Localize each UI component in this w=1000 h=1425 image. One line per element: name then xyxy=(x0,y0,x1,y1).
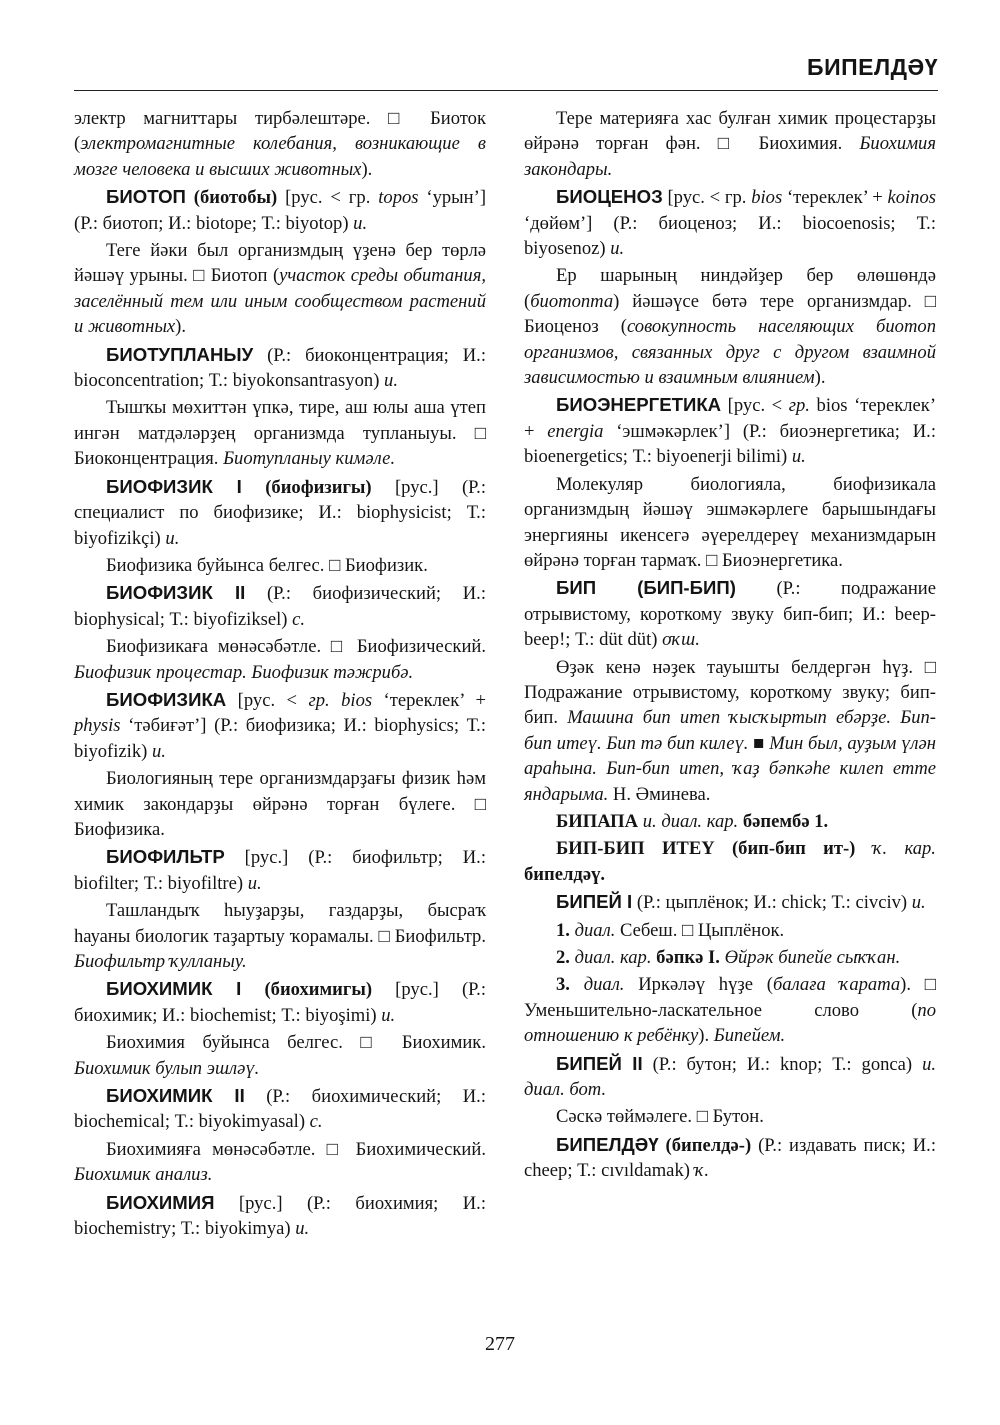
bold-text: 2. xyxy=(556,947,570,968)
headword: БИОТУПЛАНЫУ xyxy=(106,343,254,365)
italic-text: Биофизик процестар. Биофизик тәжрибә. xyxy=(74,661,414,683)
headword: БИПЕЛДӘҮ xyxy=(556,1133,659,1155)
italic-text: и. xyxy=(165,527,180,549)
entry-paragraph xyxy=(524,263,936,390)
italic-text: Биофильтр ҡулланыу. xyxy=(74,951,247,972)
entry-paragraph xyxy=(74,184,486,236)
text-run: (Р.: подражание отрывистому, короткому звуку бип-бип; И.: beep-beep!; Т.: düt düt) xyxy=(524,578,936,651)
text-run: Тышҡы мөхиттән үпкә, тире, аш юлы аша үтеп ингән матдәләрҙең организмда тупланыуы. □ Биоконцентрация. xyxy=(74,397,486,470)
text-run: [рус.] (Р.: биохимия; И.: biochemistry; Т.: biyokimya) xyxy=(74,1192,486,1240)
text-run: [рус.] (Р.: специалист по биофизике; И.: biophysicist; Т.: biyofizikçi) xyxy=(74,476,486,549)
text-run: Биохимия буйынса белгес. □ Биохимик. xyxy=(106,1032,486,1054)
headword: БИОФИЗИК I xyxy=(106,475,242,497)
italic-text: диал. xyxy=(574,919,616,941)
italic-text: energia xyxy=(547,420,604,442)
text-run: ) йәшәүсе бөтә тере организмдар. □ Биоценоз ( xyxy=(524,290,936,338)
entry-paragraph xyxy=(524,889,936,915)
text-run: ‘тереклек’ + xyxy=(372,689,487,711)
headword: БИОТОП xyxy=(106,186,186,208)
headword: БИПЕЙ I xyxy=(556,891,633,913)
entry-paragraph xyxy=(524,1132,936,1184)
text-run: ‘эшмәкәрлек’] (Р.: биоэнергетика; И.: bioenergetics; Т.: biyoenerji bilimi) xyxy=(524,420,936,468)
header-rule xyxy=(74,90,938,91)
italic-text: балаға ҡарата xyxy=(772,974,901,996)
running-head: БИПЕЛДӘҮ xyxy=(807,54,938,80)
entry-paragraph xyxy=(524,836,936,887)
headword: БИП xyxy=(556,577,597,599)
bold-text: (биохимигы) xyxy=(241,979,373,1001)
text-run: (Р.: биохимический; И.: biochemical; Т.: biyokimyasal) xyxy=(74,1086,486,1133)
italic-text: оҡш. xyxy=(662,629,700,651)
text-run: Ташландыҡ һыуҙарҙы, газдарҙы, бысраҡ һауаны биологик таҙартыу ҡорамалы. □ Биофильтр. xyxy=(74,900,486,947)
text-run: (Р.: бутон; И.: knop; Т.: gonca) xyxy=(642,1053,923,1075)
bold-text: (биотобы) xyxy=(185,187,278,209)
bold-text: 1. xyxy=(556,919,570,941)
bold-text: бәпембә 1. xyxy=(742,810,829,832)
italic-text: электромагнитные колебания, возникающие в мозге человека и высших животных xyxy=(74,133,486,180)
text-run: Тере материяға хас булған химик процестарҙы өйрәнә торған фән. □ Биохимия. xyxy=(524,108,936,155)
text-run: [рус. < xyxy=(721,395,789,417)
entry-paragraph xyxy=(524,106,936,182)
text-run: Биофизика буйынса белгес. □ Биофизик. xyxy=(106,554,428,576)
headword: БИОЭНЕРГЕТИКА xyxy=(556,394,722,416)
text-run: Биологияның тере организмдарҙағы физик һәм химик закондарҙы өйрәнә торған бүлеге. □ Биофизика. xyxy=(74,768,486,840)
entry-paragraph xyxy=(524,1104,936,1129)
entry-paragraph xyxy=(524,655,936,807)
left-column xyxy=(74,106,486,1243)
text-run: ‘тереклек’ + xyxy=(782,187,888,209)
text-run: (Р.: цыплёнок; И.: chick; Т.: civciv) xyxy=(632,892,912,914)
text-run: Иркәләү һүҙе ( xyxy=(624,974,773,996)
entry-paragraph xyxy=(74,1083,486,1135)
headword: БИОФИЛЬТР xyxy=(106,846,225,868)
entry-paragraph xyxy=(74,898,486,974)
italic-text: и. диал. кар. xyxy=(642,810,739,832)
text-run: [рус. < гр. xyxy=(662,187,752,209)
text-run: [рус. < xyxy=(226,689,309,711)
entry-paragraph xyxy=(524,1051,936,1103)
entry-paragraph xyxy=(524,184,936,261)
italic-text: и. xyxy=(384,370,398,392)
italic-text: совокупность населяющих биотоп организмов, связанных друг с другом взаимной зависимостью и взаимным влиянием xyxy=(524,316,937,389)
italic-text: Биотупланыу кимәле. xyxy=(223,448,396,470)
entry-paragraph xyxy=(74,238,486,340)
text-run: электр магниттары тирбәлештәре. □ Биоток ( xyxy=(74,108,486,155)
italic-text: с. xyxy=(292,608,306,630)
italic-text: биотопта xyxy=(530,290,614,312)
right-column xyxy=(524,106,936,1186)
italic-text: диал. кар. xyxy=(574,947,652,968)
headword: БИОХИМИК II xyxy=(106,1085,245,1107)
text-run: Теге йәки был организмдың үҙенә бер төрлә йәшәү урыны. □ Биотоп ( xyxy=(74,240,486,287)
bold-text: БИП-БИП ИТЕҮ xyxy=(556,838,715,860)
bold-text: БИПАПА xyxy=(556,810,639,832)
text-run: [рус.] (Р.: биохимик; И.: biochemist; Т.: biyoşimi) xyxy=(74,979,486,1026)
italic-text: диал. xyxy=(583,974,625,996)
italic-text: Мин был, ауҙым үлән араһына. Бип-бип итеп, ҡаҙ бәпкәһе килеп етте яндарыма. xyxy=(524,732,937,805)
text-run: [рус.] (Р.: биофильтр; И.: biofilter; Т.: biyofiltre) xyxy=(74,847,486,894)
italic-text: Бипейем. xyxy=(713,1025,786,1047)
text-run: Биофизикаға мөнәсәбәтле. □ Биофизический. xyxy=(106,636,486,658)
entry-paragraph xyxy=(74,976,486,1028)
entry-paragraph xyxy=(74,634,486,685)
italic-text: и. xyxy=(610,238,625,260)
text-run: Себеш. □ Цыплёнок. xyxy=(615,919,785,941)
headword: БИОЦЕНОЗ xyxy=(556,186,663,208)
italic-text: по отношению к ребёнку xyxy=(524,999,936,1047)
italic-text: и. xyxy=(791,446,806,468)
text-run: ‘урын’] (Р.: биотоп; И.: biotope; Т.: biyotop) xyxy=(74,187,487,234)
text-run: Биохимияға мөнәсәбәтле. □ Биохимический. xyxy=(106,1138,486,1160)
italic-text: ҡ. кар. xyxy=(872,838,936,860)
italic-text: и. xyxy=(381,1004,396,1026)
bold-text: 3. xyxy=(556,974,570,996)
text-run: bios ‘тереклек’ + xyxy=(524,395,937,442)
italic-text: Биохимик анализ. xyxy=(74,1164,213,1186)
headword: БИОФИЗИК II xyxy=(106,582,246,604)
italic-text: с. xyxy=(309,1111,323,1133)
text-run: ■ xyxy=(748,732,770,754)
text-run xyxy=(570,974,584,995)
text-run: ). xyxy=(698,1025,714,1047)
text-run: [рус. < гр. xyxy=(277,187,379,209)
entry-paragraph xyxy=(524,575,936,652)
entry-paragraph xyxy=(74,395,486,471)
text-run: Сәскә төймәлеге. □ Бутон. xyxy=(556,1106,764,1128)
italic-text: bios xyxy=(751,187,783,209)
text-run xyxy=(855,838,872,859)
text-run: ). xyxy=(814,367,826,389)
bold-text: (биофизигы) xyxy=(241,476,372,498)
italic-text: и. диал. бот. xyxy=(524,1053,937,1101)
headword: БИПЕЙ II xyxy=(556,1052,643,1074)
bold-text: бипелдәү. xyxy=(524,863,606,885)
text-run xyxy=(715,838,732,859)
text-run: ). □ Уменьшительно-ласкательное слово ( xyxy=(524,974,936,1021)
bold-text: (бип-бип ит-) xyxy=(731,838,856,860)
italic-text: гр. bios xyxy=(308,689,373,711)
entry-paragraph xyxy=(74,474,486,551)
italic-text: и. xyxy=(911,892,926,914)
text-run: Молекуляр биологияла, биофизикала организмдың йәшәү эшмәкәрлеге барышындағы энергияны икенсегә әүерелдереү механизмдарын өйрәнә торған тармаҡ. □ Биоэнергетика. xyxy=(524,473,936,571)
italic-text: Биохимия закондары. xyxy=(524,133,936,180)
entry-paragraph xyxy=(74,342,486,394)
entry-paragraph xyxy=(524,392,936,469)
page-number: 277 xyxy=(485,1333,515,1355)
headword: БИОХИМИК I xyxy=(106,978,242,1000)
italic-text: участок среды обитания, заселённый тем или иным сообществом растений и животных xyxy=(74,265,486,338)
italic-text: Биохимик булып эшләү. xyxy=(74,1057,260,1079)
italic-text: koinos xyxy=(887,187,936,209)
italic-text: topos xyxy=(378,187,419,209)
entry-paragraph xyxy=(74,1137,486,1188)
headword: БИОХИМИЯ xyxy=(106,1191,215,1213)
italic-text: и. xyxy=(295,1218,310,1240)
entry-paragraph xyxy=(74,580,486,632)
italic-text: и. xyxy=(247,872,262,894)
text-run: Өҙәк кенә нәҙек тауышты белдергән һүҙ. □ Подражание отрывистому, короткому звуку; бип-бип. xyxy=(524,656,936,729)
entry-paragraph xyxy=(524,972,936,1048)
entry-paragraph xyxy=(74,687,486,764)
text-run: Ер шарының ниндәйҙер бер өлөшөндә ( xyxy=(524,265,936,312)
text-run: ). xyxy=(175,316,187,338)
entry-paragraph xyxy=(74,766,486,842)
italic-text: physis xyxy=(74,715,121,737)
text-run: ‘дөйөм’] (Р.: биоценоз; И.: biocoenosis; Т.: biyosenoz) xyxy=(524,212,936,260)
entry-paragraph xyxy=(74,844,486,896)
italic-text: гр. xyxy=(788,395,810,417)
italic-text: Машина бип итеп ҡысҡыртып ебәрҙе. Бип-бип итеү. Бип тә бип килеү. xyxy=(524,707,936,754)
text-run: (Р.: издавать писк; И.: cheep; Т.: cıvıldamak) xyxy=(524,1134,936,1182)
entry-paragraph xyxy=(74,106,486,182)
headword: (БИП-БИП) xyxy=(596,577,736,599)
entry-paragraph xyxy=(74,1030,486,1081)
headword: БИОФИЗИКА xyxy=(106,688,227,710)
italic-text: ҡ. xyxy=(694,1160,710,1182)
italic-text: Өйрәк бипейе сыҡҡан. xyxy=(724,947,901,968)
entry-paragraph xyxy=(524,918,936,943)
entry-paragraph xyxy=(524,472,936,574)
text-run: (Р.: биофизический; И.: biophysical; Т.: biyofiziksel) xyxy=(74,583,486,630)
text-run: ‘тәбиғәт’] (Р.: биофизика; И.: biophysics; Т.: biyofizik) xyxy=(74,715,486,762)
entry-paragraph xyxy=(524,945,936,970)
text-run: Н. Әминева. xyxy=(608,783,711,805)
bold-text: бәпкә I. xyxy=(656,947,720,968)
entry-paragraph xyxy=(74,1190,486,1242)
text-run: ). xyxy=(361,158,373,180)
italic-text: и. xyxy=(353,212,368,234)
italic-text: и. xyxy=(151,740,166,762)
bold-text: (бипелдә-) xyxy=(658,1134,752,1156)
entry-paragraph xyxy=(524,809,936,834)
text-run: (Р.: биоконцентрация; И.: bioconcentration; Т.: biyokonsantrasyon) xyxy=(74,344,486,392)
entry-paragraph xyxy=(74,553,486,578)
